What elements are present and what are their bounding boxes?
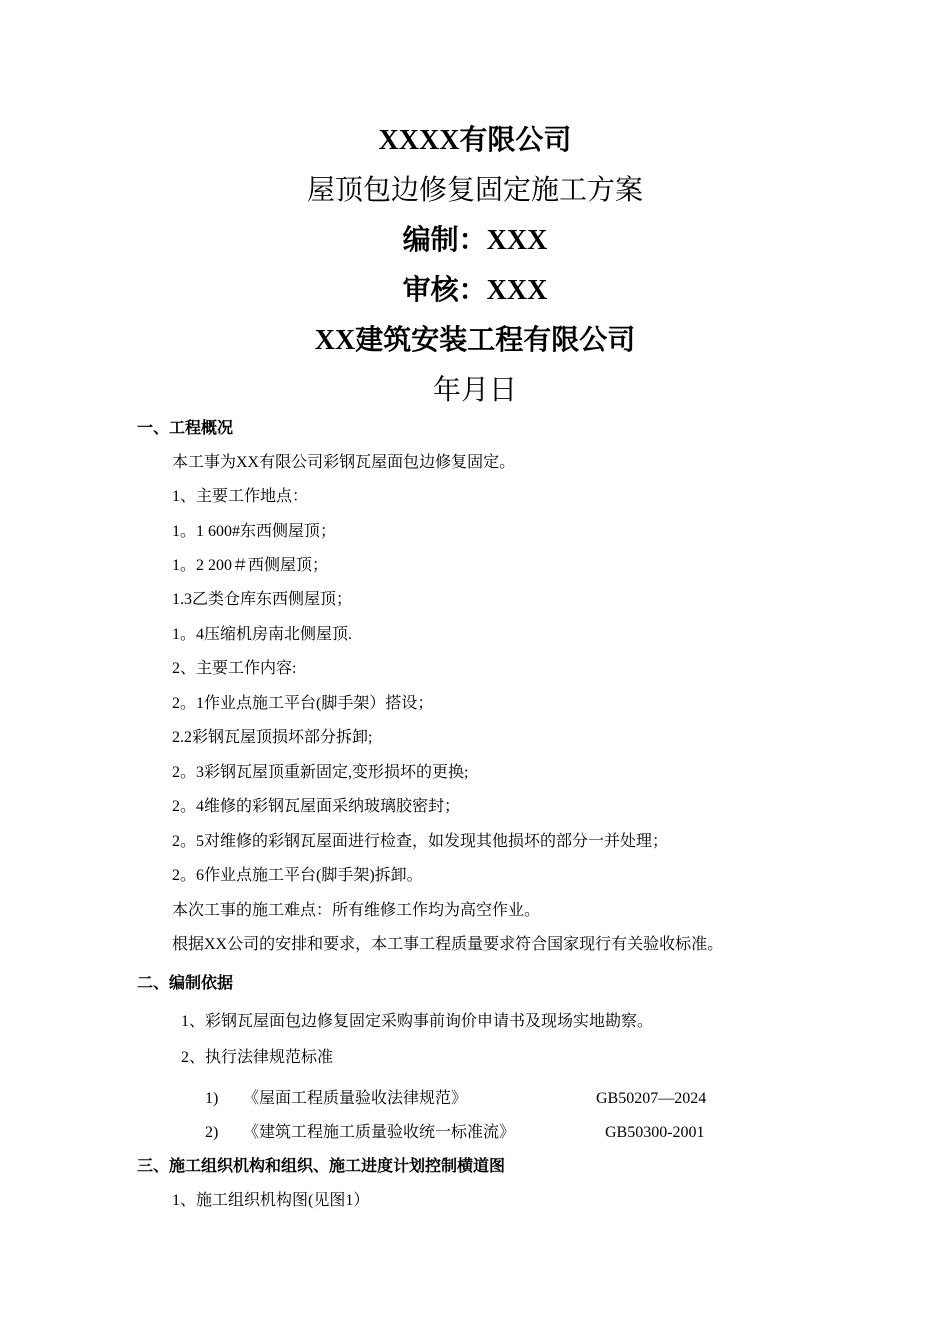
section-heading-basis: 二、编制依据 bbox=[137, 975, 234, 992]
section-heading-overview: 一、工程概况 bbox=[137, 420, 234, 437]
paragraph: 1、彩钢瓦屋面包边修复固定采购事前询价申请书及现场实地勘察。 bbox=[181, 1013, 654, 1030]
paragraph: 2。1作业点施工平台(脚手架）搭设； bbox=[172, 695, 434, 712]
paragraph: 1.3乙类仓库东西侧屋顶； bbox=[172, 591, 353, 608]
paragraph: 1。4压缩机房南北侧屋顶. bbox=[172, 626, 353, 643]
paragraph: 根据XX公司的安排和要求，本工事工程质量要求符合国家现行有关验收标准。 bbox=[172, 936, 724, 953]
cover-date: 年月日 bbox=[432, 375, 517, 406]
section-heading-organization: 三、施工组织机构和组织、施工进度计划控制横道图 bbox=[137, 1158, 506, 1175]
standard-name: 《建筑工程施工质量验收统一标准流》 bbox=[243, 1124, 516, 1141]
paragraph: 2。4维修的彩钢瓦屋面采纳玻璃胶密封； bbox=[172, 798, 461, 815]
standard-number: 1) bbox=[205, 1090, 219, 1107]
paragraph: 1。1 600#东西侧屋顶； bbox=[172, 523, 337, 540]
standard-number: 2) bbox=[205, 1124, 219, 1141]
company-title: XXXX有限公司 bbox=[378, 125, 572, 156]
paragraph: 1。2 200＃西侧屋顶； bbox=[172, 557, 329, 574]
paragraph: 本工事为XX有限公司彩钢瓦屋面包边修复固定。 bbox=[172, 454, 516, 471]
standard-code: GB50207—2024 bbox=[596, 1090, 707, 1107]
reviewed-by: 审核：XXX bbox=[402, 275, 548, 306]
paragraph: 本次工事的施工难点：所有维修工作均为高空作业。 bbox=[172, 902, 541, 919]
paragraph: 2。3彩钢瓦屋顶重新固定,变形损坏的更换; bbox=[172, 764, 469, 781]
contractor-name: XX建筑安装工程有限公司 bbox=[314, 325, 636, 356]
paragraph: 1、主要工作地点： bbox=[172, 488, 309, 505]
paragraph: 2.2彩钢瓦屋顶损坏部分拆卸; bbox=[172, 729, 373, 746]
paragraph: 2、执行法律规范标准 bbox=[181, 1049, 334, 1066]
standard-code: GB50300-2001 bbox=[605, 1124, 705, 1141]
compiled-by: 编制：XXX bbox=[402, 225, 548, 256]
paragraph: 1、施工组织机构图(见图1） bbox=[172, 1192, 370, 1209]
paragraph: 2。6作业点施工平台(脚手架)拆卸。 bbox=[172, 867, 423, 884]
plan-title: 屋顶包边修复固定施工方案 bbox=[306, 175, 643, 206]
paragraph: 2。5对维修的彩钢瓦屋面进行检查，如发现其他损坏的部分一并处理； bbox=[172, 833, 669, 850]
paragraph: 2、主要工作内容: bbox=[172, 660, 297, 677]
standard-name: 《屋面工程质量验收法律规范》 bbox=[243, 1090, 468, 1107]
